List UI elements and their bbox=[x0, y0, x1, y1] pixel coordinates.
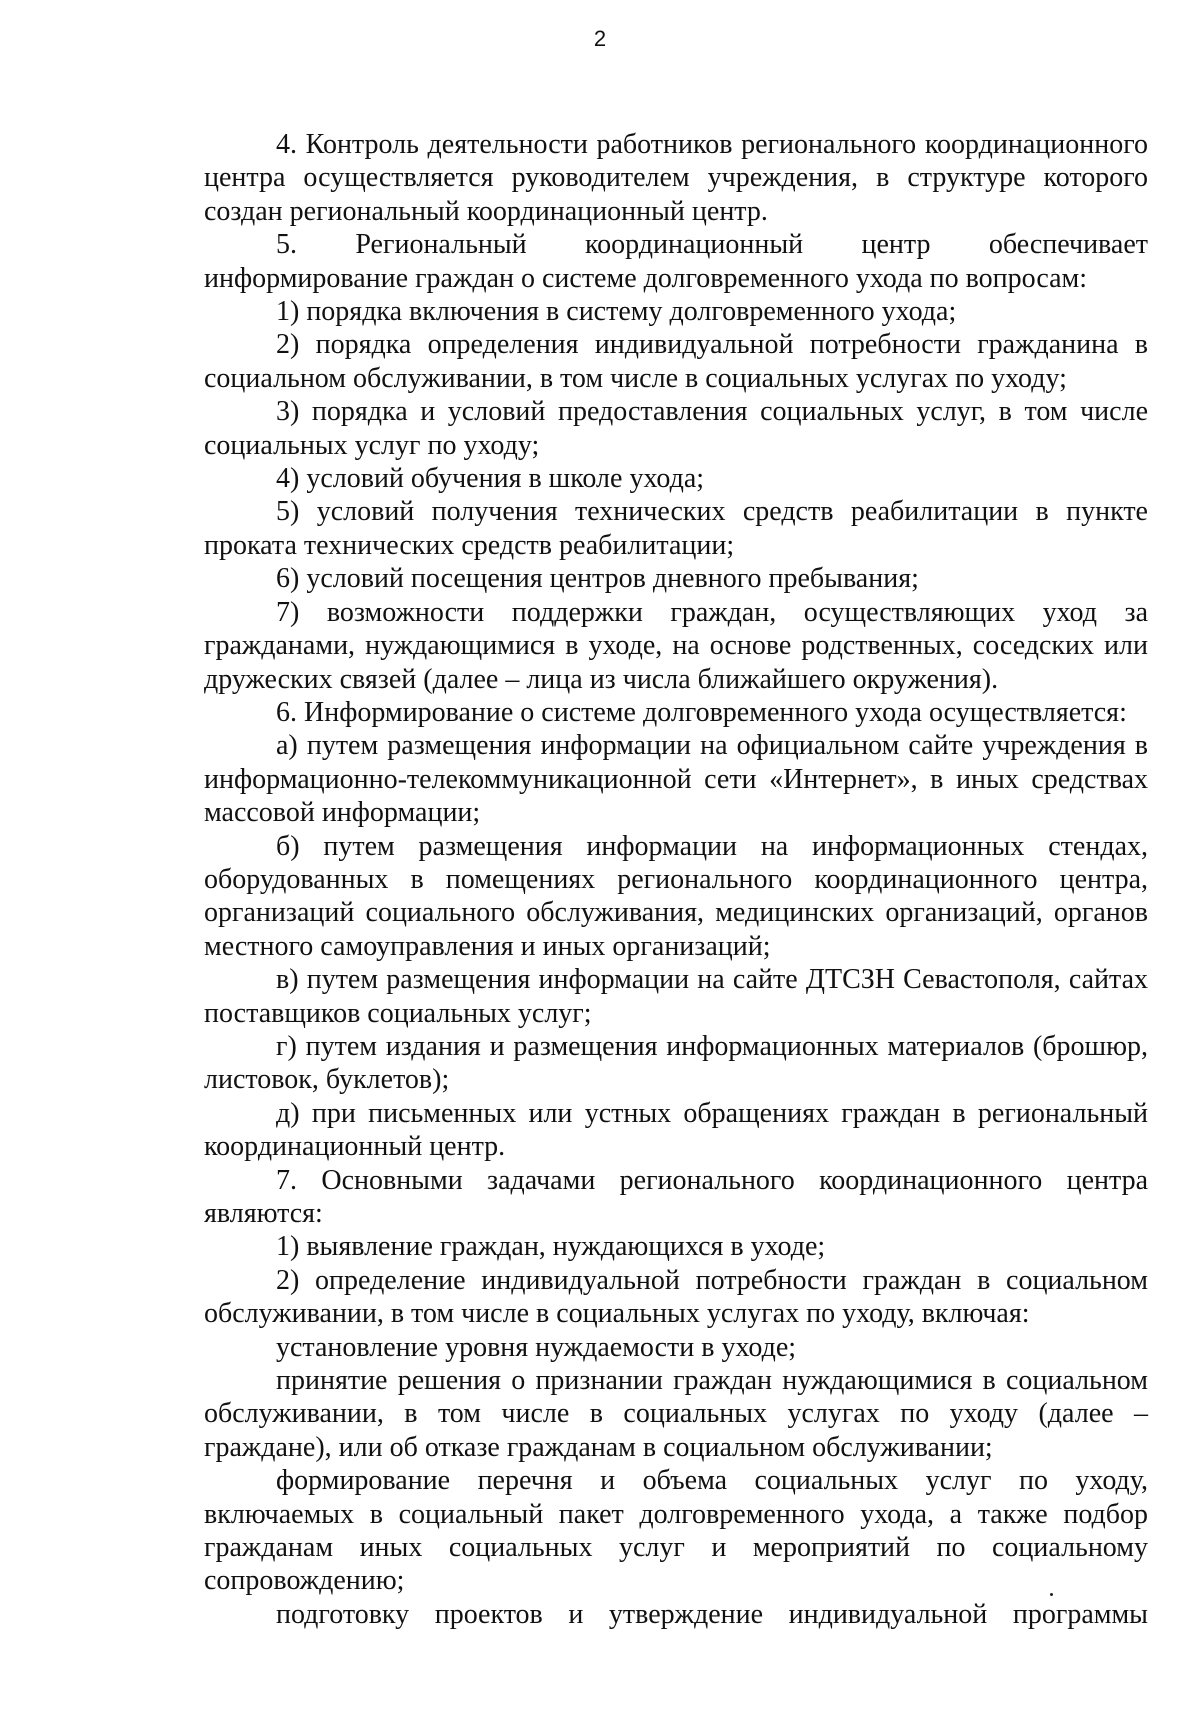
list-item-info-stands: б) путем размещения информации на информационных стендах, оборудованных в помещениях регионального координационного центра, организаций социального обслуживания, медицинских организаций, органов местного самоуправления и иных организаций; bbox=[204, 830, 1148, 962]
paragraph-6-informing-methods: 6. Информирование о системе долговременного ухода осуществляется: bbox=[276, 696, 1127, 728]
list-item-official-website: а) путем размещения информации на официальном сайте учреждения в информационно-телекоммуникационной сети «Интернет», в иных средствах массовой информации; bbox=[204, 730, 1148, 829]
sub-item-recognition-decision: принятие решения о признании граждан нуждающимися в социальном обслуживании, в том числе в социальных услугах по уходу (далее – граждане), или об отказе гражданам в социальном обслуживании; bbox=[204, 1365, 1148, 1463]
paragraph-4-control: 4. Контроль деятельности работников регионального координационного центра осуществляется руководителем учреждения, в структуре которого создан региональный координационный центр. bbox=[204, 129, 1148, 227]
paragraph-7-main-tasks: 7. Основными задачами регионального координационного центра являются: bbox=[204, 1164, 1148, 1229]
list-item-services-provision: 3) порядка и условий предоставления социальных услуг, в том числе социальных услуг по уходу; bbox=[204, 396, 1148, 461]
list-item-need-determination: 2) порядка определения индивидуальной потребности гражданина в социальном обслуживании, в том числе в социальных услугах по уходу; bbox=[204, 329, 1148, 394]
list-item-citizen-requests: д) при письменных или устных обращениях граждан в региональный координационный центр. bbox=[204, 1097, 1148, 1163]
scan-speck bbox=[1050, 1593, 1053, 1596]
list-item-determine-needs: 2) определение индивидуальной потребности граждан в социальном обслуживании, в том числе в социальных услугах по уходу, включая: bbox=[204, 1264, 1148, 1330]
list-item-inclusion-order: 1) порядка включения в систему долговременного ухода; bbox=[276, 296, 957, 328]
list-item-identify-citizens: 1) выявление граждан, нуждающихся в уходе; bbox=[276, 1231, 826, 1263]
list-item-caregiver-support: 7) возможности поддержки граждан, осуществляющих уход за гражданами, нуждающимися в уходе, на основе родственных, соседских или дружеских связей (далее – лица из числа ближайшего окружения). bbox=[204, 596, 1148, 695]
document-body bbox=[204, 128, 1148, 1631]
sub-item-services-list: формирование перечня и объема социальных услуг по уходу, включаемых в социальный пакет долговременного ухода, а также подбор гражданам иных социальных услуг и мероприятий по социальному сопровождению; bbox=[204, 1465, 1148, 1597]
list-item-care-school: 4) условий обучения в школе ухода; bbox=[276, 463, 705, 495]
list-item-dtszn-site: в) путем размещения информации на сайте ДТСЗН Севастополя, сайтах поставщиков социальных услуг; bbox=[204, 964, 1148, 1029]
page-number: 2 bbox=[593, 26, 607, 51]
sub-item-program-preparation: подготовку проектов и утверждение индивидуальной программы bbox=[276, 1598, 1148, 1630]
paragraph-5-informing-topics: 5. Региональный координационный центр обеспечивает информирование граждан о системе долговременного ухода по вопросам: bbox=[204, 229, 1148, 294]
sub-item-need-level: установление уровня нуждаемости в уходе; bbox=[276, 1331, 797, 1363]
list-item-rehab-equipment: 5) условий получения технических средств реабилитации в пункте проката технических средств реабилитации; bbox=[204, 496, 1148, 561]
list-item-printed-materials: г) путем издания и размещения информационных материалов (брошюр, листовок, буклетов); bbox=[204, 1030, 1148, 1096]
list-item-day-centers: 6) условий посещения центров дневного пребывания; bbox=[276, 563, 919, 595]
